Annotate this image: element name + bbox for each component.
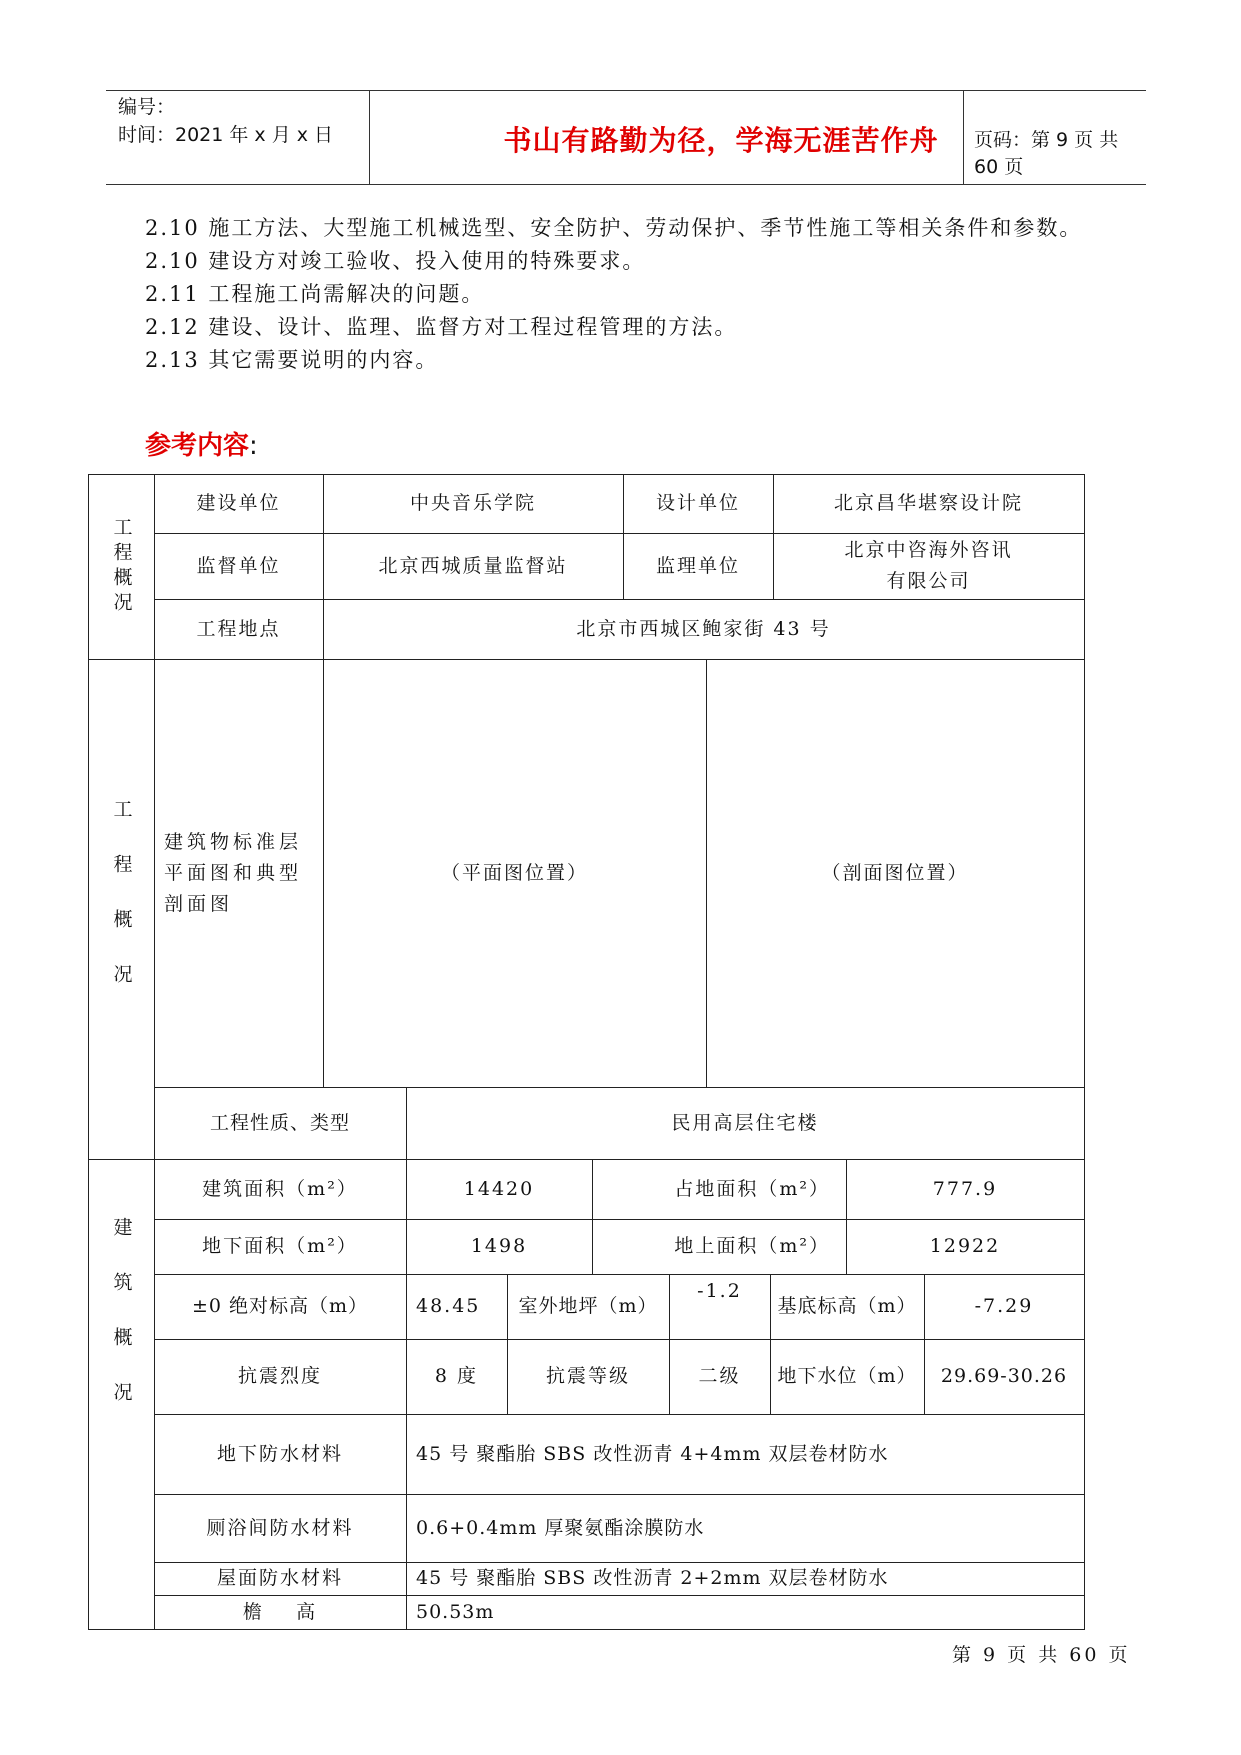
groundwater-label: 地下水位（m） [777,1365,917,1387]
seismic-grade: 二级 [698,1365,741,1387]
underground-area: 1498 [470,1235,528,1257]
reference-colon: : [249,431,258,461]
seismic-intensity-label: 抗震烈度 [237,1365,322,1387]
list-item: 2.10 施工方法、大型施工机械选型、安全防护、劳动保护、季节性施工等相关条件和参数。 [145,216,1083,240]
header-divider [369,91,370,184]
section-label: 工程概况 [110,799,133,1019]
groundwater: 29.69-30.26 [940,1365,1068,1387]
supervision-unit-label: 监督单位 [196,554,281,577]
location: 北京市西城区鲍家街 43 号 [576,617,831,640]
page-header [106,90,1146,185]
abs-elev-label: ±0 绝对标高（m） [191,1295,369,1317]
eave-height: 50.53m [416,1600,495,1623]
nature-label: 工程性质、类型 [209,1111,350,1134]
aboveground-area-label: 地上面积（m²） [674,1235,830,1257]
inspection-unit-line: 有限公司 [886,570,971,592]
land-area: 777.9 [932,1177,998,1200]
underground-area-label: 地下面积（m²） [202,1235,358,1257]
nature: 民用高层住宅楼 [671,1111,819,1134]
list-item: 2.10 建设方对竣工验收、投入使用的特殊要求。 [145,249,646,273]
construction-unit: 中央音乐学院 [409,492,536,514]
list-item: 2.13 其它需要说明的内容。 [145,348,439,372]
outdoor-label: 室外地坪（m） [518,1295,658,1317]
ug-waterproof-label: 地下防水材料 [216,1442,343,1465]
aboveground-area: 12922 [929,1235,1001,1257]
header-page-label: 页码：第 9 页 共 60 页 [974,129,1119,178]
abs-elev: 48.45 [416,1295,481,1317]
section-label: 建筑概况 [110,1216,133,1437]
construction-unit-label: 建设单位 [196,492,281,514]
header-divider [963,91,964,184]
list-item: 2.12 建设、设计、监理、监督方对工程过程管理的方法。 [145,315,738,339]
base-elev-label: 基底标高（m） [777,1295,917,1317]
seismic-intensity: 8 度 [434,1365,479,1387]
header-meta [118,93,333,149]
floor-area-label: 建筑面积（m²） [202,1177,358,1200]
location-label: 工程地点 [196,617,281,640]
seismic-grade-label: 抗震等级 [545,1365,630,1387]
land-area-label: 占地面积（m²） [674,1177,830,1200]
bath-waterproof: 0.6+0.4mm 厚聚氨酯涂膜防水 [416,1516,705,1539]
floor-area: 14420 [463,1177,535,1200]
section-label: 工程概况 [110,516,133,617]
plan-placeholder: （平面图位置） [440,861,588,884]
page-footer: 第 9 页 共 60 页 [952,1644,1131,1666]
table-rule [88,1629,1085,1630]
item-list [145,212,1105,377]
supervision-unit: 北京西城质量监督站 [378,554,568,577]
eave-height-label: 檐 高 [242,1600,318,1623]
roof-waterproof: 45 号 聚酯胎 SBS 改性沥青 2+2mm 双层卷材防水 [416,1567,889,1589]
number-label: 编号： [118,96,176,118]
inspection-unit-label: 监理单位 [655,554,740,577]
design-unit-label: 设计单位 [655,492,740,514]
base-elev: -7.29 [974,1295,1034,1317]
reference-title: 参考内容 [145,431,250,461]
header-motto: 书山有路勤为径，学海无涯苦作舟 [503,124,939,157]
table-rule [1084,474,1085,1630]
inspection-unit [773,533,1084,599]
section-placeholder: （剖面图位置） [821,861,969,884]
ug-waterproof: 45 号 聚酯胎 SBS 改性沥青 4+4mm 双层卷材防水 [416,1442,889,1465]
outdoor: -1.2 [697,1280,742,1302]
inspection-unit-line: 北京中咨海外咨讯 [844,539,1013,561]
roof-waterproof-label: 屋面防水材料 [216,1567,343,1589]
design-unit: 北京昌华堪察设计院 [833,492,1023,514]
reference-heading [145,425,258,462]
time-label: 时间：2021 年 x 月 x 日 [118,124,334,146]
bath-waterproof-label: 厕浴间防水材料 [206,1516,354,1539]
drawing-label: 建筑物标准层平面图和典型剖面图 [164,830,303,915]
list-item: 2.11 工程施工尚需解决的问题。 [145,282,485,306]
